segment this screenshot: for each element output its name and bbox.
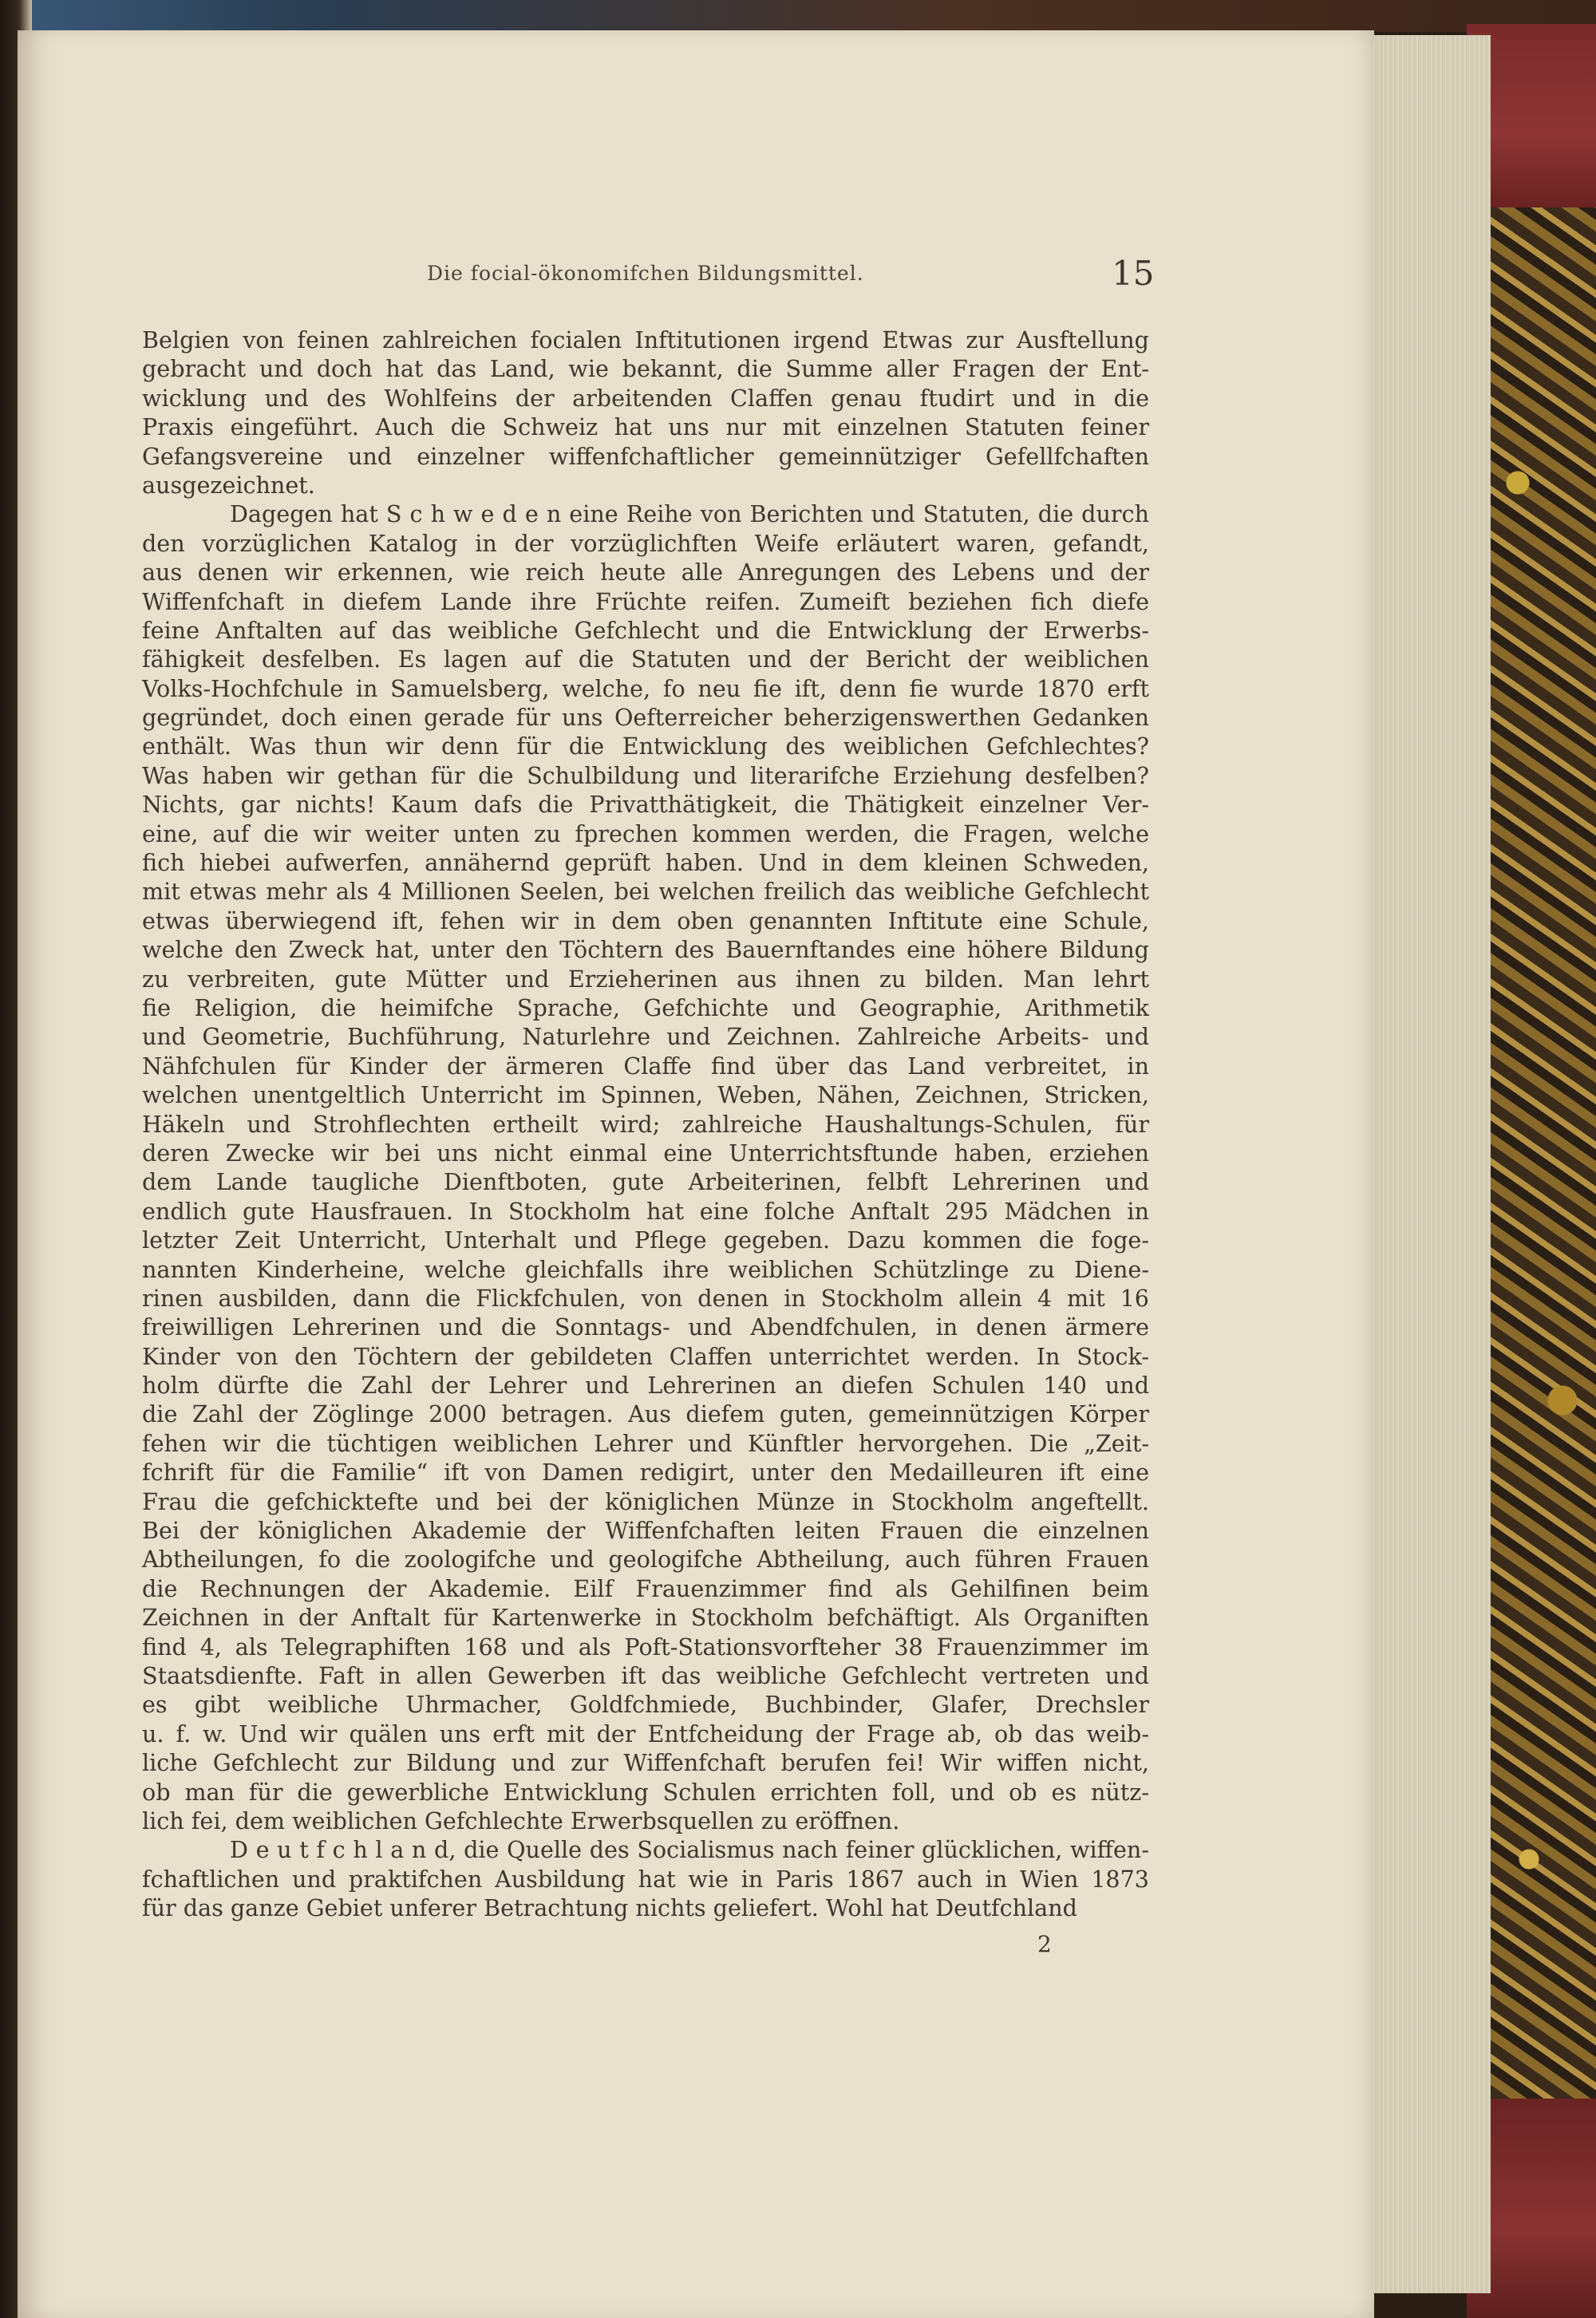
text-line: Gefangsvereine und einzelner wiffenfchaftlicher gemeinnütziger Gefellfchaften <box>142 442 1149 470</box>
text-line: die Rechnungen der Akademie. Eilf Frauenzimmer find als Gehilfinen beim <box>142 1574 1149 1602</box>
text-line: es gibt weibliche Uhrmacher, Goldfchmiede, Buchbinder, Glafer, Drechsler <box>142 1691 1149 1719</box>
text-line: wicklung und des Wohlfeins der arbeitenden Claffen genau ftudirt und in die <box>142 384 1149 412</box>
text-line: Praxis eingeführt. Auch die Schweiz hat uns nur mit einzelnen Statuten feiner <box>142 413 1149 441</box>
signature-mark: 2 <box>1037 1931 1052 1957</box>
text-line: fehen wir die tüchtigen weiblichen Lehrer und Künftler hervorgehen. Die „Zeit- <box>142 1429 1149 1457</box>
text-line: welche den Zweck hat, unter den Töchtern des Bauernftandes eine höhere Bildung <box>142 936 1149 964</box>
body-text <box>142 326 1149 1922</box>
text-line: fchaftlichen und praktifchen Ausbildung hat wie in Paris 1867 auch in Wien 1873 <box>142 1865 1149 1893</box>
page-edges <box>1371 35 1491 2293</box>
text-line: holm dürfte die Zahl der Lehrer und Lehrerinen an diefen Schulen 140 und <box>142 1372 1149 1400</box>
text-line: find 4, als Telegraphiften 168 und als Poft-Stationsvorfteher 38 Frauenzimmer im <box>142 1633 1149 1661</box>
text-line: Häkeln und Strohflechten ertheilt wird; zahlreiche Haushaltungs-Schulen, für <box>142 1110 1149 1138</box>
text-line: Abtheilungen, fo die zoologifche und geologifche Abtheilung, auch führen Frauen <box>142 1546 1149 1574</box>
background-top <box>0 0 1596 32</box>
text-line: enthält. Was thun wir denn für die Entwicklung des weiblichen Gefchlechtes? <box>142 733 1149 760</box>
text-line: Kinder von den Töchtern der gebildeten Claffen unterrichtet werden. In Stock- <box>142 1342 1149 1370</box>
text-line: endlich gute Hausfrauen. In Stockholm hat eine folche Anftalt 295 Mädchen in <box>142 1197 1149 1225</box>
text-line: Nähfchulen für Kinder der ärmeren Claffe find über das Land verbreitet, in <box>142 1052 1149 1080</box>
text-line: Dagegen hat S c h w e d e n eine Reihe von Berichten und Statuten, die durch <box>230 500 1149 528</box>
text-line: fähigkeit desfelben. Es lagen auf die Statuten und der Bericht der weiblichen <box>142 646 1149 673</box>
text-line: Wiffenfchaft in diefem Lande ihre Früchte reifen. Zumeift beziehen fich diefe <box>142 587 1149 615</box>
text-line: deren Zwecke wir bei uns nicht einmal eine Unterrichtsftunde haben, erziehen <box>142 1139 1149 1167</box>
text-line: für das ganze Gebiet unferer Betrachtung nichts geliefert. Wohl hat Deutfchland <box>142 1894 1077 1922</box>
text-line: Volks-Hochfchule in Samuelsberg, welche, fo neu fie ift, denn fie wurde 1870 erft <box>142 674 1149 702</box>
marbled-cover <box>1484 24 1596 2318</box>
text-line: welchen unentgeltlich Unterricht im Spinnen, Weben, Nähen, Zeichnen, Stricken, <box>142 1081 1149 1109</box>
text-line: dem Lande taugliche Dienftboten, gute Arbeiterinen, felbft Lehrerinen und <box>142 1168 1149 1196</box>
text-line: Bei der königlichen Akademie der Wiffenfchaften leiten Frauen die einzelnen <box>142 1517 1149 1545</box>
text-line: und Geometrie, Buchführung, Naturlehre und Zeichnen. Zahlreiche Arbeits- und <box>142 1023 1149 1051</box>
text-line: lich fei, dem weiblichen Gefchlechte Erwerbsquellen zu eröffnen. <box>142 1807 900 1834</box>
text-line: Frau die gefchicktefte und bei der königlichen Münze in Stockholm angeftellt. <box>142 1487 1149 1515</box>
running-head: Die focial-ökonomifchen Bildungsmittel. <box>427 262 864 285</box>
text-line: mit etwas mehr als 4 Millionen Seelen, bei welchen freilich das weibliche Gefchlecht <box>142 878 1149 906</box>
text-line: letzter Zeit Unterricht, Unterhalt und Pflege gegeben. Dazu kommen die foge- <box>142 1226 1149 1254</box>
text-line: u. f. w. Und wir quälen uns erft mit der Entfcheidung der Frage ab, ob das weib- <box>142 1720 1149 1747</box>
text-line: gegründet, doch einen gerade für uns Oefterreicher beherzigenswerthen Gedanken <box>142 704 1149 732</box>
text-line: die Zahl der Zöglinge 2000 betragen. Aus diefem guten, gemeinnützigen Körper <box>142 1400 1149 1428</box>
text-line: ausgezeichnet. <box>142 471 315 499</box>
text-line: D e u t f c h l a n d, die Quelle des Socialismus nach feiner glücklichen, wiffen- <box>230 1836 1149 1864</box>
text-line: fich hiebei aufwerfen, annähernd geprüft haben. Und in dem kleinen Schweden, <box>142 849 1149 877</box>
text-line: etwas überwiegend ift, fehen wir in dem oben genannten Inftitute eine Schule, <box>142 906 1149 934</box>
text-line: zu verbreiten, gute Mütter und Erzieherinen aus ihnen zu bilden. Man lehrt <box>142 965 1149 993</box>
text-line: Belgien von feinen zahlreichen focialen Inftitutionen irgend Etwas zur Ausftellung <box>142 326 1149 353</box>
text-line: nannten Kinderheine, welche gleichfalls ihre weiblichen Schützlinge zu Diene- <box>142 1255 1149 1283</box>
text-line: rinen ausbilden, dann die Flickfchulen, von denen in Stockholm allein 4 mit 16 <box>142 1284 1149 1312</box>
page-number: 15 <box>1112 254 1155 293</box>
text-line: Zeichnen in der Anftalt für Kartenwerke in Stockholm befchäftigt. Als Organiften <box>142 1604 1149 1632</box>
text-line: den vorzüglichen Katalog in der vorzüglichften Weife erläutert waren, gefandt, <box>142 529 1149 557</box>
text-line: fie Religion, die heimifche Sprache, Gefchichte und Geographie, Arithmetik <box>142 993 1149 1021</box>
text-line: Was haben wir gethan für die Schulbildung und literarifche Erziehung desfelben? <box>142 761 1149 789</box>
text-line: Staatsdienfte. Faft in allen Gewerben ift das weibliche Gefchlecht vertreten und <box>142 1661 1149 1689</box>
text-line: fchrift für die Familie“ ift von Damen redigirt, unter den Medailleuren ift eine <box>142 1459 1149 1487</box>
text-line: aus denen wir erkennen, wie reich heute alle Anregungen des Lebens und der <box>142 559 1149 586</box>
text-line: eine, auf die wir weiter unten zu fprechen kommen werden, die Fragen, welche <box>142 819 1149 847</box>
text-line: Nichts, gar nichts! Kaum dafs die Privatthätigkeit, die Thätigkeit einzelner Ver- <box>142 791 1149 819</box>
text-line: liche Gefchlecht zur Bildung und zur Wiffenfchaft berufen fei! Wir wiffen nicht, <box>142 1749 1149 1777</box>
text-line: feine Anftalten auf das weibliche Gefchlecht und die Entwicklung der Erwerbs- <box>142 616 1149 644</box>
text-line: gebracht und doch hat das Land, wie bekannt, die Summe aller Fragen der Ent- <box>142 355 1149 383</box>
text-line: ob man für die gewerbliche Entwicklung Schulen errichten foll, und ob es nütz- <box>142 1778 1149 1806</box>
text-line: freiwilligen Lehrerinen und die Sonntags- und Abendfchulen, in denen ärmere <box>142 1313 1149 1341</box>
